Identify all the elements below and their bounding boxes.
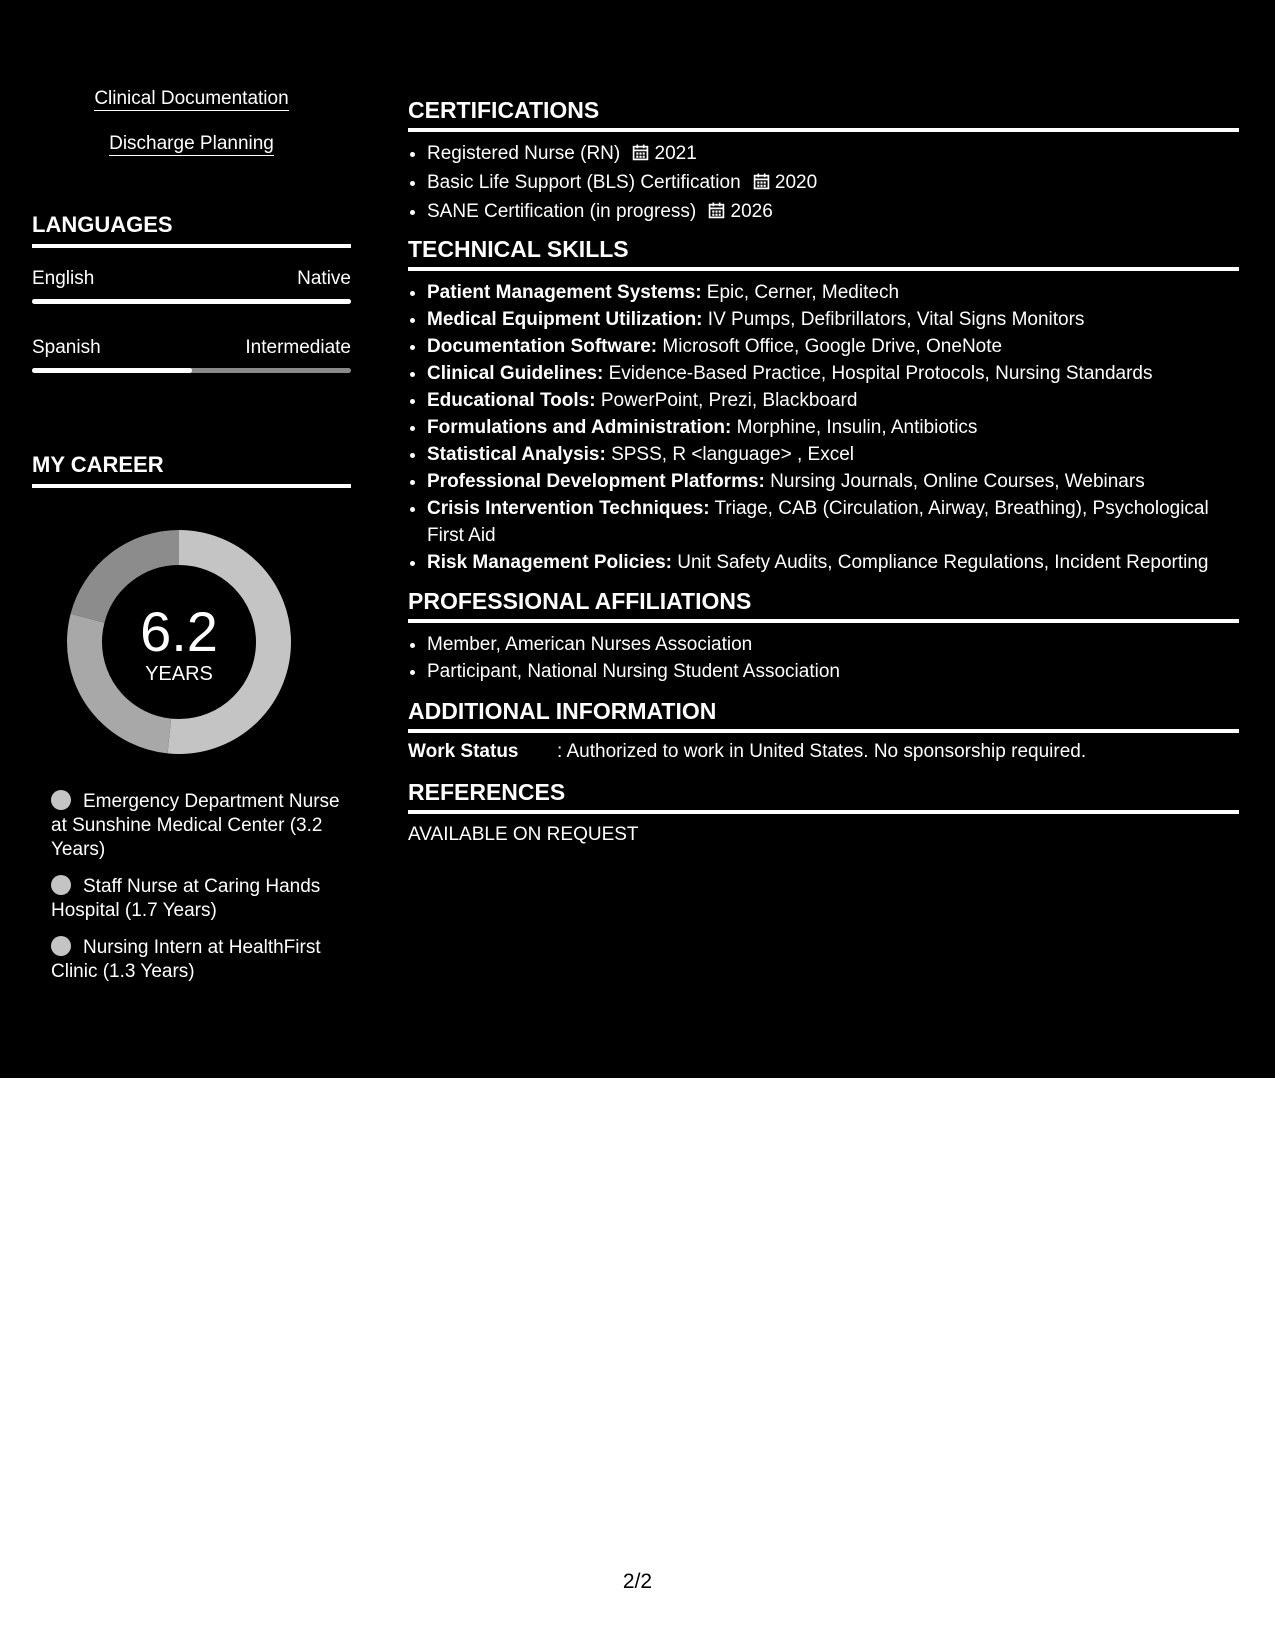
career-list — [51, 790, 341, 997]
skill-item — [427, 495, 1239, 549]
affiliations-list — [408, 631, 1239, 685]
skill-label: Risk Management Policies: — [427, 552, 672, 573]
skill-value: Microsoft Office, Google Drive, OneNote — [657, 336, 1003, 357]
page-number: 2/2 — [622, 1570, 653, 1593]
career-item-text: Emergency Department Nurse at Sunshine Medical Center (3.2 Years) — [51, 791, 340, 860]
certification-name: SANE Certification (in progress) — [427, 201, 697, 222]
language-level: Intermediate — [245, 337, 351, 358]
certification-name: Basic Life Support (BLS) Certification — [427, 172, 741, 193]
technical-skills-section — [408, 235, 1239, 576]
career-item — [51, 875, 341, 923]
skill-item — [427, 549, 1239, 576]
career-total-unit: YEARS — [145, 663, 213, 685]
skill-label: Educational Tools: — [427, 390, 596, 411]
skill-label: Medical Equipment Utilization: — [427, 309, 703, 330]
bullet-dot-icon — [51, 936, 71, 956]
skill-tag — [32, 133, 351, 155]
work-status-row — [408, 741, 1239, 767]
work-status-label: Work Status — [408, 741, 519, 762]
calendar-icon — [753, 171, 770, 198]
certification-year: 2020 — [774, 172, 818, 193]
certifications-list — [408, 140, 1239, 227]
career-total-years: 6.2 — [140, 600, 218, 663]
skill-value: PowerPoint, Prezi, Blackboard — [595, 390, 858, 411]
skill-value: Triage, CAB (Circulation, Airway, Breathing), Psychological First Aid — [427, 498, 1209, 546]
skill-item — [427, 306, 1239, 333]
career-item — [51, 936, 341, 984]
skill-label: Documentation Software: — [427, 336, 658, 357]
skill-label: Formulations and Administration: — [427, 417, 732, 438]
affiliations-section — [408, 587, 1239, 685]
work-status-value: : Authorized to work in United States. No sponsorship required. — [557, 741, 1087, 762]
language-proficiency-fill — [32, 299, 351, 304]
skill-value: Evidence-Based Practice, Hospital Protocols, Nursing Standards — [603, 363, 1153, 384]
career-item-text: Nursing Intern at HealthFirst Clinic (1.3 Years) — [51, 937, 321, 982]
skill-value: SPSS, R <language> , Excel — [605, 444, 855, 465]
affiliation-item: • Member, American Nurses Association — [427, 631, 1239, 658]
technical-skills-list — [408, 279, 1239, 576]
section-heading: PROFESSIONAL AFFILIATIONS — [408, 587, 1239, 623]
skill-value: Epic, Cerner, Meditech — [701, 282, 900, 303]
section-heading: TECHNICAL SKILLS — [408, 235, 1239, 271]
section-heading: CERTIFICATIONS — [408, 96, 1239, 132]
section-heading: REFERENCES — [408, 778, 1239, 814]
certification-year: 2021 — [654, 143, 697, 164]
skill-label: Clinical Guidelines: — [427, 363, 604, 384]
language-proficiency-bar — [32, 299, 351, 304]
skill-label: Statistical Analysis: — [427, 444, 606, 465]
career-item — [51, 790, 341, 862]
affiliation-item: • Participant, National Nursing Student Association — [427, 658, 1239, 685]
calendar-icon — [632, 142, 649, 169]
skill-item — [427, 279, 1239, 306]
skill-item — [427, 468, 1239, 495]
career-heading: MY CAREER — [32, 452, 351, 488]
skill-tag-label: Clinical Documentation — [94, 88, 289, 109]
skill-item — [427, 441, 1239, 468]
skill-value: IV Pumps, Defibrillators, Vital Signs Monitors — [702, 309, 1085, 330]
bullet-dot-icon — [51, 875, 71, 895]
calendar-icon — [708, 200, 725, 227]
skill-item — [427, 360, 1239, 387]
certifications-section — [408, 96, 1239, 227]
language-proficiency-fill — [32, 368, 192, 373]
certification-item — [427, 198, 1239, 227]
career-item-text: Staff Nurse at Caring Hands Hospital (1.7 Years) — [51, 876, 321, 921]
language-level: Native — [297, 268, 351, 289]
language-proficiency-bar — [32, 368, 351, 373]
skill-item — [427, 387, 1239, 414]
certification-year: 2026 — [730, 201, 773, 222]
additional-info-section — [408, 697, 1239, 767]
skill-value: Unit Safety Audits, Compliance Regulations, Incident Reporting — [671, 552, 1209, 573]
skill-value: Nursing Journals, Online Courses, Webinars — [764, 471, 1145, 492]
language-name: English — [32, 268, 95, 289]
section-heading: ADDITIONAL INFORMATION — [408, 697, 1239, 733]
skill-label: Professional Development Platforms: — [427, 471, 765, 492]
skill-item — [427, 333, 1239, 360]
certification-item — [427, 140, 1239, 169]
references-section — [408, 778, 1239, 846]
skill-tag-label: Discharge Planning — [109, 133, 274, 154]
skill-value: Morphine, Insulin, Antibiotics — [731, 417, 978, 438]
skill-tag — [32, 88, 351, 110]
skill-label: Patient Management Systems: — [427, 282, 702, 303]
certification-item — [427, 169, 1239, 198]
skill-item — [427, 414, 1239, 441]
language-name: Spanish — [32, 337, 101, 358]
skill-label: Crisis Intervention Techniques: — [427, 498, 710, 519]
languages-heading: LANGUAGES — [32, 212, 351, 248]
bullet-dot-icon — [51, 790, 71, 810]
certification-name: Registered Nurse (RN) — [427, 143, 621, 164]
references-text: AVAILABLE ON REQUEST — [408, 824, 639, 845]
